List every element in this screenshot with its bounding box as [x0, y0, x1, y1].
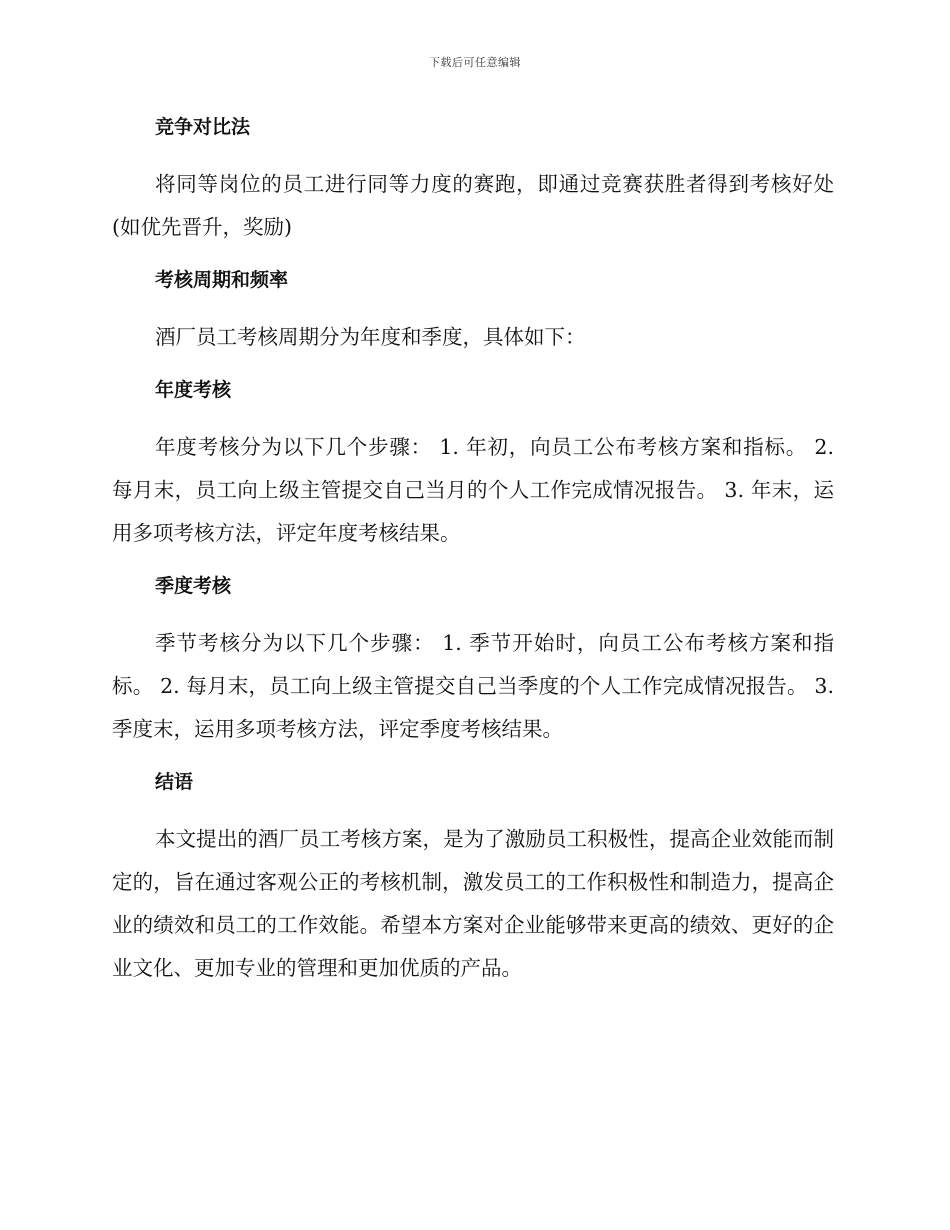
section-paragraph: 季节考核分为以下几个步骤： 1. 季节开始时，向员工公布考核方案和指标。 2. 每月末，员工向上级主管提交自己当季度的个人工作完成情况报告。 3. 季度末，运用多项考核方法，评定季度考核结果。: [112, 631, 834, 741]
section-heading: 年度考核: [155, 379, 232, 401]
section-heading: 竞争对比法: [155, 116, 251, 138]
section-heading: 结语: [155, 771, 194, 793]
section-quarterly-review: [112, 567, 834, 751]
section-paragraph: 本文提出的酒厂员工考核方案，是为了激励员工积极性，提高企业效能而制定的，旨在通过客观公正的考核机制，激发员工的工作积极性和制造力，提高企业的绩效和员工的工作效能。希望本方案对企业能够带来更高的绩效、更好的企业文化、更加专业的管理和更加优质的产品。: [112, 827, 834, 980]
section-cycle-frequency: [112, 261, 834, 359]
section-heading: 季度考核: [155, 575, 232, 597]
section-annual-review: [112, 371, 834, 555]
section-conclusion: [112, 763, 834, 990]
section-paragraph: 酒厂员工考核周期分为年度和季度，具体如下：: [155, 325, 586, 349]
section-paragraph: 将同等岗位的员工进行同等力度的赛跑，即通过竞赛获胜者得到考核好处(如优先晋升，奖励): [112, 172, 834, 239]
document-body: [112, 108, 834, 990]
section-heading: 考核周期和频率: [155, 269, 289, 291]
section-paragraph: 年度考核分为以下几个步骤： 1. 年初，向员工公布考核方案和指标。 2. 每月末，员工向上级主管提交自己当月的个人工作完成情况报告。 3. 年末，运用多项考核方法，评定年度考核结果。: [112, 435, 834, 545]
section-competition-comparison: [112, 108, 834, 249]
page-header: 下载后可任意编辑: [429, 56, 521, 69]
